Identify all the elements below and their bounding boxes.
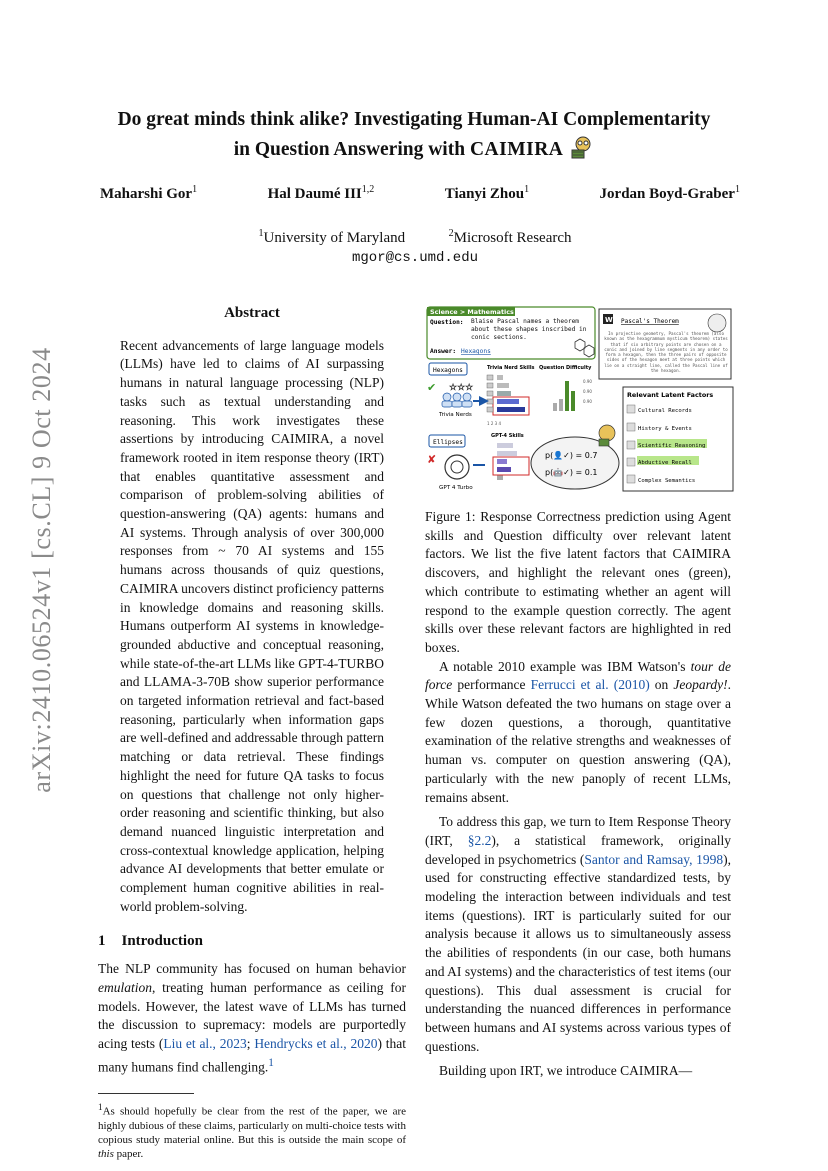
latent-factors-heading: Relevant Latent Factors [627, 391, 714, 399]
affiliation-umd: University of Maryland [263, 230, 406, 246]
author: Tianyi Zhou$^1$ [444, 184, 530, 202]
author: Jordan Boyd-Graber$^1$ [599, 184, 740, 202]
footnote-mark[interactable]: 1 [268, 1056, 274, 1069]
trivia-nerds-label: Trivia Nerds [439, 412, 472, 418]
abstract-body: Recent advancements of large language models (LLMs) have led to claims of AI surpassing humans in natural language processing (NLP) tasks such as textual understanding and reasoning. This work investigates these assertions by introducing CAIMIRA, a novel framework rooted in item response theory (IRT) that enables quantitative assessment and comparison of problem-solving abilities of question-answering (QA) agents: humans and AI systems. Through analysis of over 300,000 responses from ~ 70 AI systems and 155 humans across thousands of quiz questions, CAIMIRA uncovers distinct proficiency patterns in knowledge domains and reasoning skills. Humans outperform AI systems in knowledge-grounded abductive and conceptual reasoning, while state-of-the-art LLMs like GPT-4-TURBO and LLAMA-3-70B show superior performance on targeted information retrieval and fact-based reasoning, particularly when information gaps are well-defined and addressable through pattern matching or data retrieval. These findings highlight the need for future QA tasks to focus on questions that challenge not only higher-order reasoning and scientific thinking, but also demand nuanced linguistic interpretation and cross-contextual knowledge application, helping advance AI developments that better emulate or complement human cognitive abilities in real-world problem-solving. [120, 337, 384, 914]
trivia-skill-bars [497, 375, 525, 412]
factor-icon [627, 458, 635, 466]
category-tag-label: Science > Mathematics [430, 308, 514, 316]
right-column [425, 508, 731, 1081]
intro-paragraph: The NLP community has focused on human behavior emulation, treating human performance as ceiling for models. However, the latest wave of LLMs has turned the discussion to supremacy: models are purportedly acing tests (Liu et al., 2023; Hendrycks et al., 2020) that many humans find challenging.$^1$ [98, 961, 406, 1075]
author-list [100, 184, 740, 203]
svg-text:1 2 3 4: 1 2 3 4 [487, 421, 501, 426]
paper-title [60, 106, 768, 164]
factor-scientific-reasoning: Scientific Reasoning [638, 443, 706, 449]
body-paragraph: A notable 2010 example was IBM Watson's tour de force performance Ferrucci et al. (2010) on Jeopardy!. While Watson defeated the two humans on stage over a few dozen questions, a thorough, quantitative examination of the relative strengths and weaknesses of human vs. computer on question answering (QA), particularly with the new panoply of recent LLMs, remains absent. [425, 658, 731, 805]
gpt4-turbo-label: GPT 4 Turbo [439, 485, 473, 491]
openai-logo-icon [445, 455, 469, 479]
check-icon: ✔ [427, 381, 437, 394]
footnote: $^1$As should hopefully be clear from the rest of the paper, we are highly dubious of these claims, particularly on multi-choice tests with copious study material online. But this is outside the main scope of this paper. [98, 1101, 406, 1160]
svg-text:0.90: 0.90 [583, 399, 592, 404]
caimira-mascot-icon [599, 425, 615, 446]
citation-link[interactable]: Santor and Ramsay, 1998 [584, 851, 724, 867]
hexagons-label: Hexagons [433, 367, 463, 374]
figure-caption: Figure 1: Response Correctness prediction using Agent skills and Question difficulty over relevant latent factors. We list the five latent factors that CAIMIRA discovers, and highlight the relevant ones (green), which contribute to estimating whether an agent will respond to the example question correctly. The agent skills over these relevant factors are highlighted in red boxes. [425, 509, 731, 655]
affiliation-microsoft: Microsoft Research [453, 230, 572, 246]
factor-icon [627, 475, 635, 483]
gpt4-skills-title: GPT-4 Skills [491, 433, 524, 439]
body-paragraph: To address this gap, we turn to Item Response Theory (IRT, §2.2), a statistical framework, originally developed in psychometrics (Santor and Ramsay, 1998), used for constructing effective standardized tests, by modeling the interaction between individuals and test items (questions). IRT is particularly suited for our analysis because it allows us to simultaneously assess the abilities of respondents (in our case, both humans and AI systems) and the characteristics of test items (our questions). This dual assessment is crucial for understanding the nuanced differences in performance between humans and AI systems across various types of questions. [425, 814, 731, 1054]
factor-history-events: History & Events [638, 426, 692, 432]
citation-link[interactable]: Ferrucci et al. (2010) [530, 677, 650, 693]
ellipses-label: Ellipses [433, 439, 463, 446]
gpt4-skill-bars [497, 443, 517, 480]
section-title: Introduction [121, 932, 203, 949]
stars-icon: ☆☆☆ [449, 383, 474, 393]
wiki-text: In projective geometry, Pascal's theorem (also known as the hexagrammum mysticum theorem) states that if six arbitrary points are chosen on a conic and joined by line segments in any order to form a hexagon, then the three pairs of opposite sides of the hexagon meet at three points which lie on a straight line, called the Pascal line of the hexagon. [604, 331, 728, 374]
citation-link[interactable]: Liu et al., 2023 [163, 1036, 247, 1052]
trivia-skills-title: Trivia Nerd Skills [487, 365, 535, 371]
factor-icon [627, 423, 635, 431]
section-ref-link[interactable]: §2.2 [467, 832, 492, 848]
p-ai-correct: p(🤖✓) = 0.1 [545, 468, 598, 477]
footnote-rule [98, 1093, 194, 1094]
title-line-2-text: in Question Answering with [233, 139, 466, 160]
factor-cultural-records: Cultural Records [638, 408, 692, 414]
author: Maharshi Gor$^1$ [100, 184, 198, 202]
factor-icons [487, 375, 493, 412]
arxiv-id[interactable]: arXiv:2410.06524v1 [cs.CL] 9 Oct 2024 [27, 347, 56, 793]
title-line-1: Do great minds think alike? Investigating Human-AI Complementarity [117, 109, 711, 130]
question-difficulty-title: Question Difficulty [539, 365, 592, 371]
factor-icon [627, 405, 635, 413]
author: Hal Daumé III$^{1,2}$ [267, 184, 375, 202]
aff-mark: 1 [258, 228, 264, 239]
factor-complex-semantics: Complex Semantics [638, 478, 696, 484]
svg-text:0.90: 0.90 [583, 379, 592, 384]
svg-text:W: W [605, 316, 613, 324]
difficulty-bars [553, 381, 575, 411]
figure-1 [425, 305, 735, 495]
arxiv-stamp [14, 300, 70, 840]
cross-icon: ✘ [427, 453, 437, 466]
svg-text:0.90: 0.90 [583, 389, 592, 394]
wiki-title: Pascal's Theorem [621, 318, 679, 325]
answer-label: Answer: [430, 348, 457, 355]
title-caimira: CAIMIRA [469, 139, 564, 160]
affiliations [160, 224, 670, 268]
conic-diagram-icon [708, 314, 726, 332]
factor-abductive-recall: Abductive Recall [638, 460, 692, 466]
contact-email[interactable]: mgor@cs.umd.edu [351, 250, 479, 266]
trivia-nerds-icon [442, 393, 472, 407]
question-text: Blaise Pascal names a theorem about these shapes inscribed in conic sections. [471, 318, 587, 341]
title-line-2 [60, 134, 768, 164]
question-label: Question: [430, 319, 464, 326]
left-column [98, 304, 406, 1161]
body-paragraph: Building upon IRT, we introduce CAIMIRA— [439, 1063, 693, 1079]
factor-icon [627, 441, 635, 449]
caimira-mascot-icon [568, 134, 594, 160]
aff-mark: 2 [448, 228, 454, 239]
p-human-correct: p(👤✓) = 0.7 [545, 451, 598, 460]
answer-text: Hexagons [461, 348, 491, 355]
section-number: 1 [98, 932, 106, 949]
abstract-heading: Abstract [224, 305, 280, 321]
section-heading-intro [98, 932, 406, 951]
citation-link[interactable]: Hendrycks et al., 2020 [254, 1036, 378, 1052]
